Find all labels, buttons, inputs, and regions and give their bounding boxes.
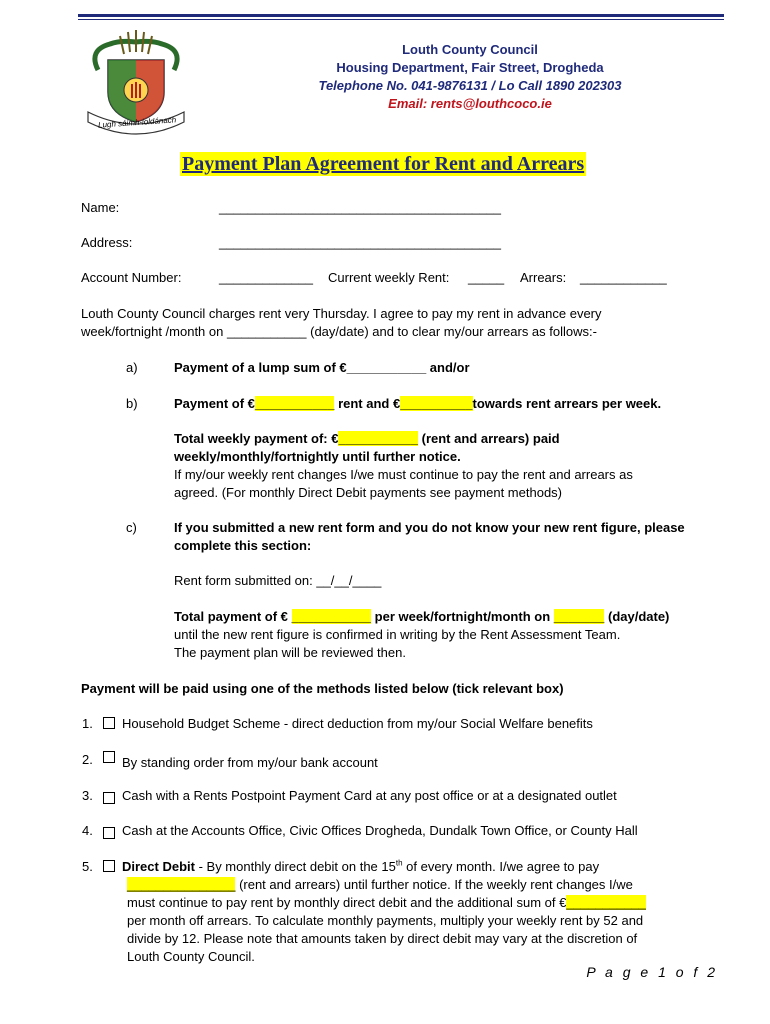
arrears-amount-field[interactable]: __________ xyxy=(400,396,473,411)
total-weekly-part2: (rent and arrears) paid xyxy=(418,431,560,446)
direct-debit-amount-field[interactable]: _______________ xyxy=(127,877,236,892)
method-4-number: 4. xyxy=(82,823,93,838)
option-a-marker: a) xyxy=(126,360,138,375)
method-3-number: 3. xyxy=(82,788,93,803)
method-3-item xyxy=(103,787,617,805)
option-c-review-line: The payment plan will be reviewed then. xyxy=(174,645,406,660)
option-c-marker: c) xyxy=(126,520,137,535)
page-title: Payment Plan Agreement for Rent and Arrears xyxy=(182,153,585,175)
header-rule-thin xyxy=(78,19,724,20)
method-1-item xyxy=(103,715,593,733)
method-5-checkbox[interactable] xyxy=(103,860,115,872)
method-1-checkbox[interactable] xyxy=(103,717,115,729)
direct-debit-line2-rest: (rent and arrears) until further notice. If the weekly rent changes I/we xyxy=(235,877,633,892)
method-3-checkbox[interactable] xyxy=(103,792,115,804)
option-c-total-field[interactable]: ___________ xyxy=(291,609,372,624)
option-c-total-part1: Total payment of € xyxy=(174,609,292,624)
page-number: P a g e 1 o f 2 xyxy=(586,964,718,980)
method-5-line-3 xyxy=(127,894,646,912)
method-5-line-4: per month off arrears. To calculate monthly payments, multiply your weekly rent by 52 and xyxy=(127,913,644,928)
total-weekly-line-2: weekly/monthly/fortnightly until further notice. xyxy=(174,449,461,464)
org-address: Housing Department, Fair Street, Drogheda xyxy=(336,60,604,75)
option-c-line-2: complete this section: xyxy=(174,538,312,553)
rent-amount-field[interactable]: ___________ xyxy=(254,396,335,411)
arrears-field[interactable]: ____________ xyxy=(580,270,667,285)
weekly-rent-label: Current weekly Rent: xyxy=(328,270,450,285)
option-b-part1: Payment of € xyxy=(174,396,255,411)
name-label: Name: xyxy=(81,200,120,215)
option-b-note-2: agreed. (For monthly Direct Debit payments see payment methods) xyxy=(174,485,563,500)
option-c-total-line xyxy=(174,608,669,626)
method-1-number: 1. xyxy=(82,716,93,731)
method-2-label: By standing order from my/our bank account xyxy=(122,755,378,770)
option-b-part3: towards rent arrears per week. xyxy=(472,396,662,411)
method-4-label: Cash at the Accounts Office, Civic Offices Drogheda, Dundalk Town Office, or County Hall xyxy=(122,823,638,838)
option-b-part2: rent and € xyxy=(334,396,401,411)
crest-motto: Lugh sáimh-ioldánach xyxy=(97,115,177,130)
method-5-line-2 xyxy=(127,876,633,894)
option-c-line-1: If you submitted a new rent form and you do not know your new rent figure, please xyxy=(174,520,685,535)
direct-debit-label: Direct Debit xyxy=(122,859,195,874)
option-a-text: Payment of a lump sum of €___________ and/or xyxy=(174,360,470,375)
account-number-label: Account Number: xyxy=(81,270,182,285)
option-c-day-field[interactable]: _______ xyxy=(553,609,605,624)
address-field[interactable]: _______________________________________ xyxy=(219,235,501,250)
intro-line-2: week/fortnight /month on ___________ (day/date) and to clear my/our arrears as follows:- xyxy=(81,324,597,339)
method-4-item xyxy=(103,822,638,840)
header-rule-thick xyxy=(78,14,724,17)
direct-debit-line1-end: of every month. I/we agree to pay xyxy=(402,859,600,874)
option-b-marker: b) xyxy=(126,396,138,411)
method-5-line-5: divide by 12. Please note that amounts taken by direct debit may vary at the discretion of xyxy=(127,931,638,946)
method-5-line-6: Louth County Council. xyxy=(127,949,255,964)
method-5-line-1 xyxy=(103,858,599,876)
total-weekly-line xyxy=(174,430,560,448)
address-label: Address: xyxy=(81,235,133,250)
direct-debit-line3: must continue to pay rent by monthly direct debit and the additional sum of € xyxy=(127,895,567,910)
total-weekly-part1: Total weekly payment of: € xyxy=(174,431,339,446)
option-b-line xyxy=(174,395,661,413)
direct-debit-additional-field[interactable]: ___________ xyxy=(566,895,646,910)
option-c-total-part3: (day/date) xyxy=(604,609,670,624)
name-field[interactable]: _______________________________________ xyxy=(219,200,501,215)
method-2-item xyxy=(103,751,378,772)
option-c-total-part2: per week/fortnight/month on xyxy=(371,609,554,624)
method-4-checkbox[interactable] xyxy=(103,827,115,839)
method-5-number: 5. xyxy=(82,859,93,874)
intro-line-1: Louth County Council charges rent very Thursday. I agree to pay my rent in advance every xyxy=(81,306,602,321)
account-number-field[interactable]: _____________ xyxy=(219,270,313,285)
method-1-label: Household Budget Scheme - direct deduction from my/our Social Welfare benefits xyxy=(122,716,593,731)
org-name: Louth County Council xyxy=(402,42,538,57)
arrears-label: Arrears: xyxy=(520,270,567,285)
org-email: Email: rents@louthcoco.ie xyxy=(388,96,552,111)
org-telephone: Telephone No. 041-9876131 / Lo Call 1890 202303 xyxy=(318,78,622,93)
total-weekly-field[interactable]: ___________ xyxy=(338,431,418,446)
method-2-checkbox[interactable] xyxy=(103,751,115,763)
method-3-label: Cash with a Rents Postpoint Payment Card at any post office or at a designated outlet xyxy=(122,788,617,803)
option-c-until-line: until the new rent figure is confirmed in writing by the Rent Assessment Team. xyxy=(174,627,621,642)
direct-debit-sup: th xyxy=(395,858,403,868)
weekly-rent-field[interactable]: _____ xyxy=(468,270,505,285)
option-b-note-1: If my/our weekly rent changes I/we must continue to pay the rent and arrears as xyxy=(174,467,633,482)
rent-form-submitted-field[interactable]: Rent form submitted on: __/__/____ xyxy=(174,573,382,588)
method-2-number: 2. xyxy=(82,752,93,767)
methods-heading: Payment will be paid using one of the methods listed below (tick relevant box) xyxy=(81,681,564,696)
direct-debit-line1-rest: - By monthly direct debit on the 15 xyxy=(194,859,396,874)
